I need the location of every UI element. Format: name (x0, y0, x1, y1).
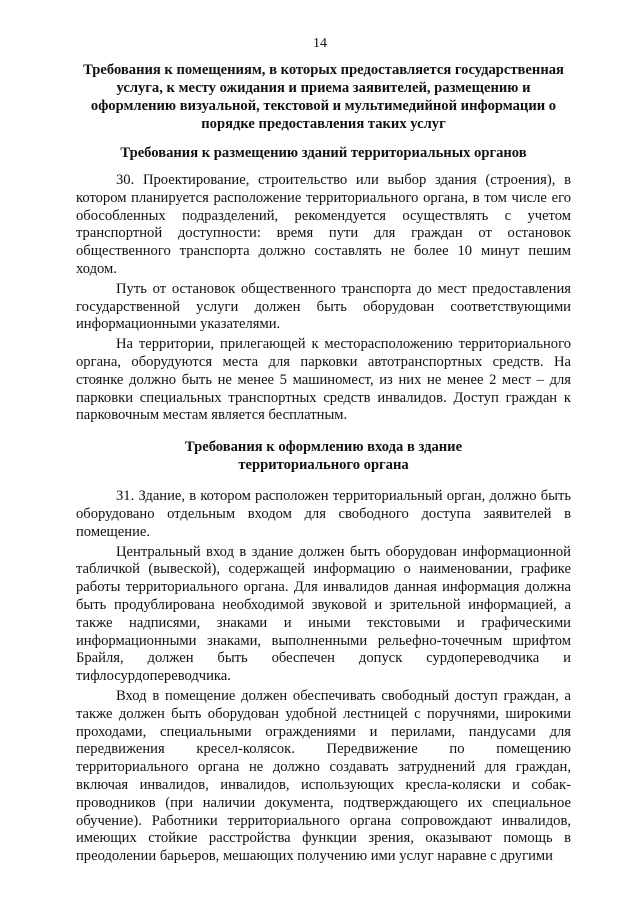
section-heading-entrance-line1: Требования к оформлению входа в здание (184, 439, 463, 456)
page-number: 14 (313, 36, 327, 51)
document-body (76, 61, 571, 866)
paragraph-entrance-access: Вход в помещение должен обеспечивать свободный доступ граждан, а также должен быть оборудован удобной лестницей с поручнями, широкими проходами, специальными ограждениями и перилами, пандусами для передвижения кресел-колясок. Передвижение по помещению территориального органа не должно создавать затруднений для граждан, включая инвалидов, инвалидов, использующих кресла-коляски и собак-проводников (при наличии документа, подтверждающего их специальное обучение). Работники территориального органа сопровождают инвалидов, имеющих стойкие расстройства функции зрения, оказывают помощь в преодолении барьеров, мешающих получению ими услуг наравне с другими (76, 687, 571, 865)
section-heading-entrance (76, 438, 571, 474)
main-heading: Требования к помещениям, в которых предоставляется государственная услуга, к месту ожидания и приема заявителей, размещению и оформлению визуальной, текстовой и мультимедийной информации о порядке предоставления таких услуг (83, 62, 564, 132)
paragraph-transport-path: Путь от остановок общественного транспорта до мест предоставления государственной услуги должен быть оборудован соответствующими информационными указателями. (76, 280, 571, 333)
paragraph-central-entrance: Центральный вход в здание должен быть оборудован информационной табличкой (вывеской), содержащей информацию о наименовании, графике работы территориального органа. Для инвалидов данная информация должна быть продублирована необходимой звуковой и зрительной информацией, а также надписями, знаками и иными текстовыми и графическими информационными знаками, выполненными рельефно-точечным шрифтом Брайля, должен быть обеспечен допуск сурдопереводчика и тифлосурдопереводчика. (76, 543, 571, 685)
paragraph-30: 30. Проектирование, строительство или выбор здания (строения), в котором планируется расположение территориального органа, в том числе его обособленных подразделений, рекомендуется осуществлять с учетом транспортной доступности: время пути для граждан от остановок общественного транспорта должно составлять не более 10 минут пешим ходом. (76, 172, 571, 277)
section-heading-buildings: Требования к размещению зданий территориальных органов (120, 145, 527, 161)
section-heading-entrance-line2: территориального органа (238, 457, 409, 474)
paragraph-parking: На территории, прилегающей к месторасположению территориального органа, оборудуются места для парковки автотранспортных средств. На стоянке должно быть не менее 5 машиномест, из них не менее 2 мест – для парковки специальных транспортных средств инвалидов. Доступ граждан к парковочным местам является бесплатным. (76, 336, 571, 424)
paragraph-31: 31. Здание, в котором расположен территориальный орган, должно быть оборудовано отдельным входом для свободного доступа заявителей в помещение. (76, 488, 571, 540)
